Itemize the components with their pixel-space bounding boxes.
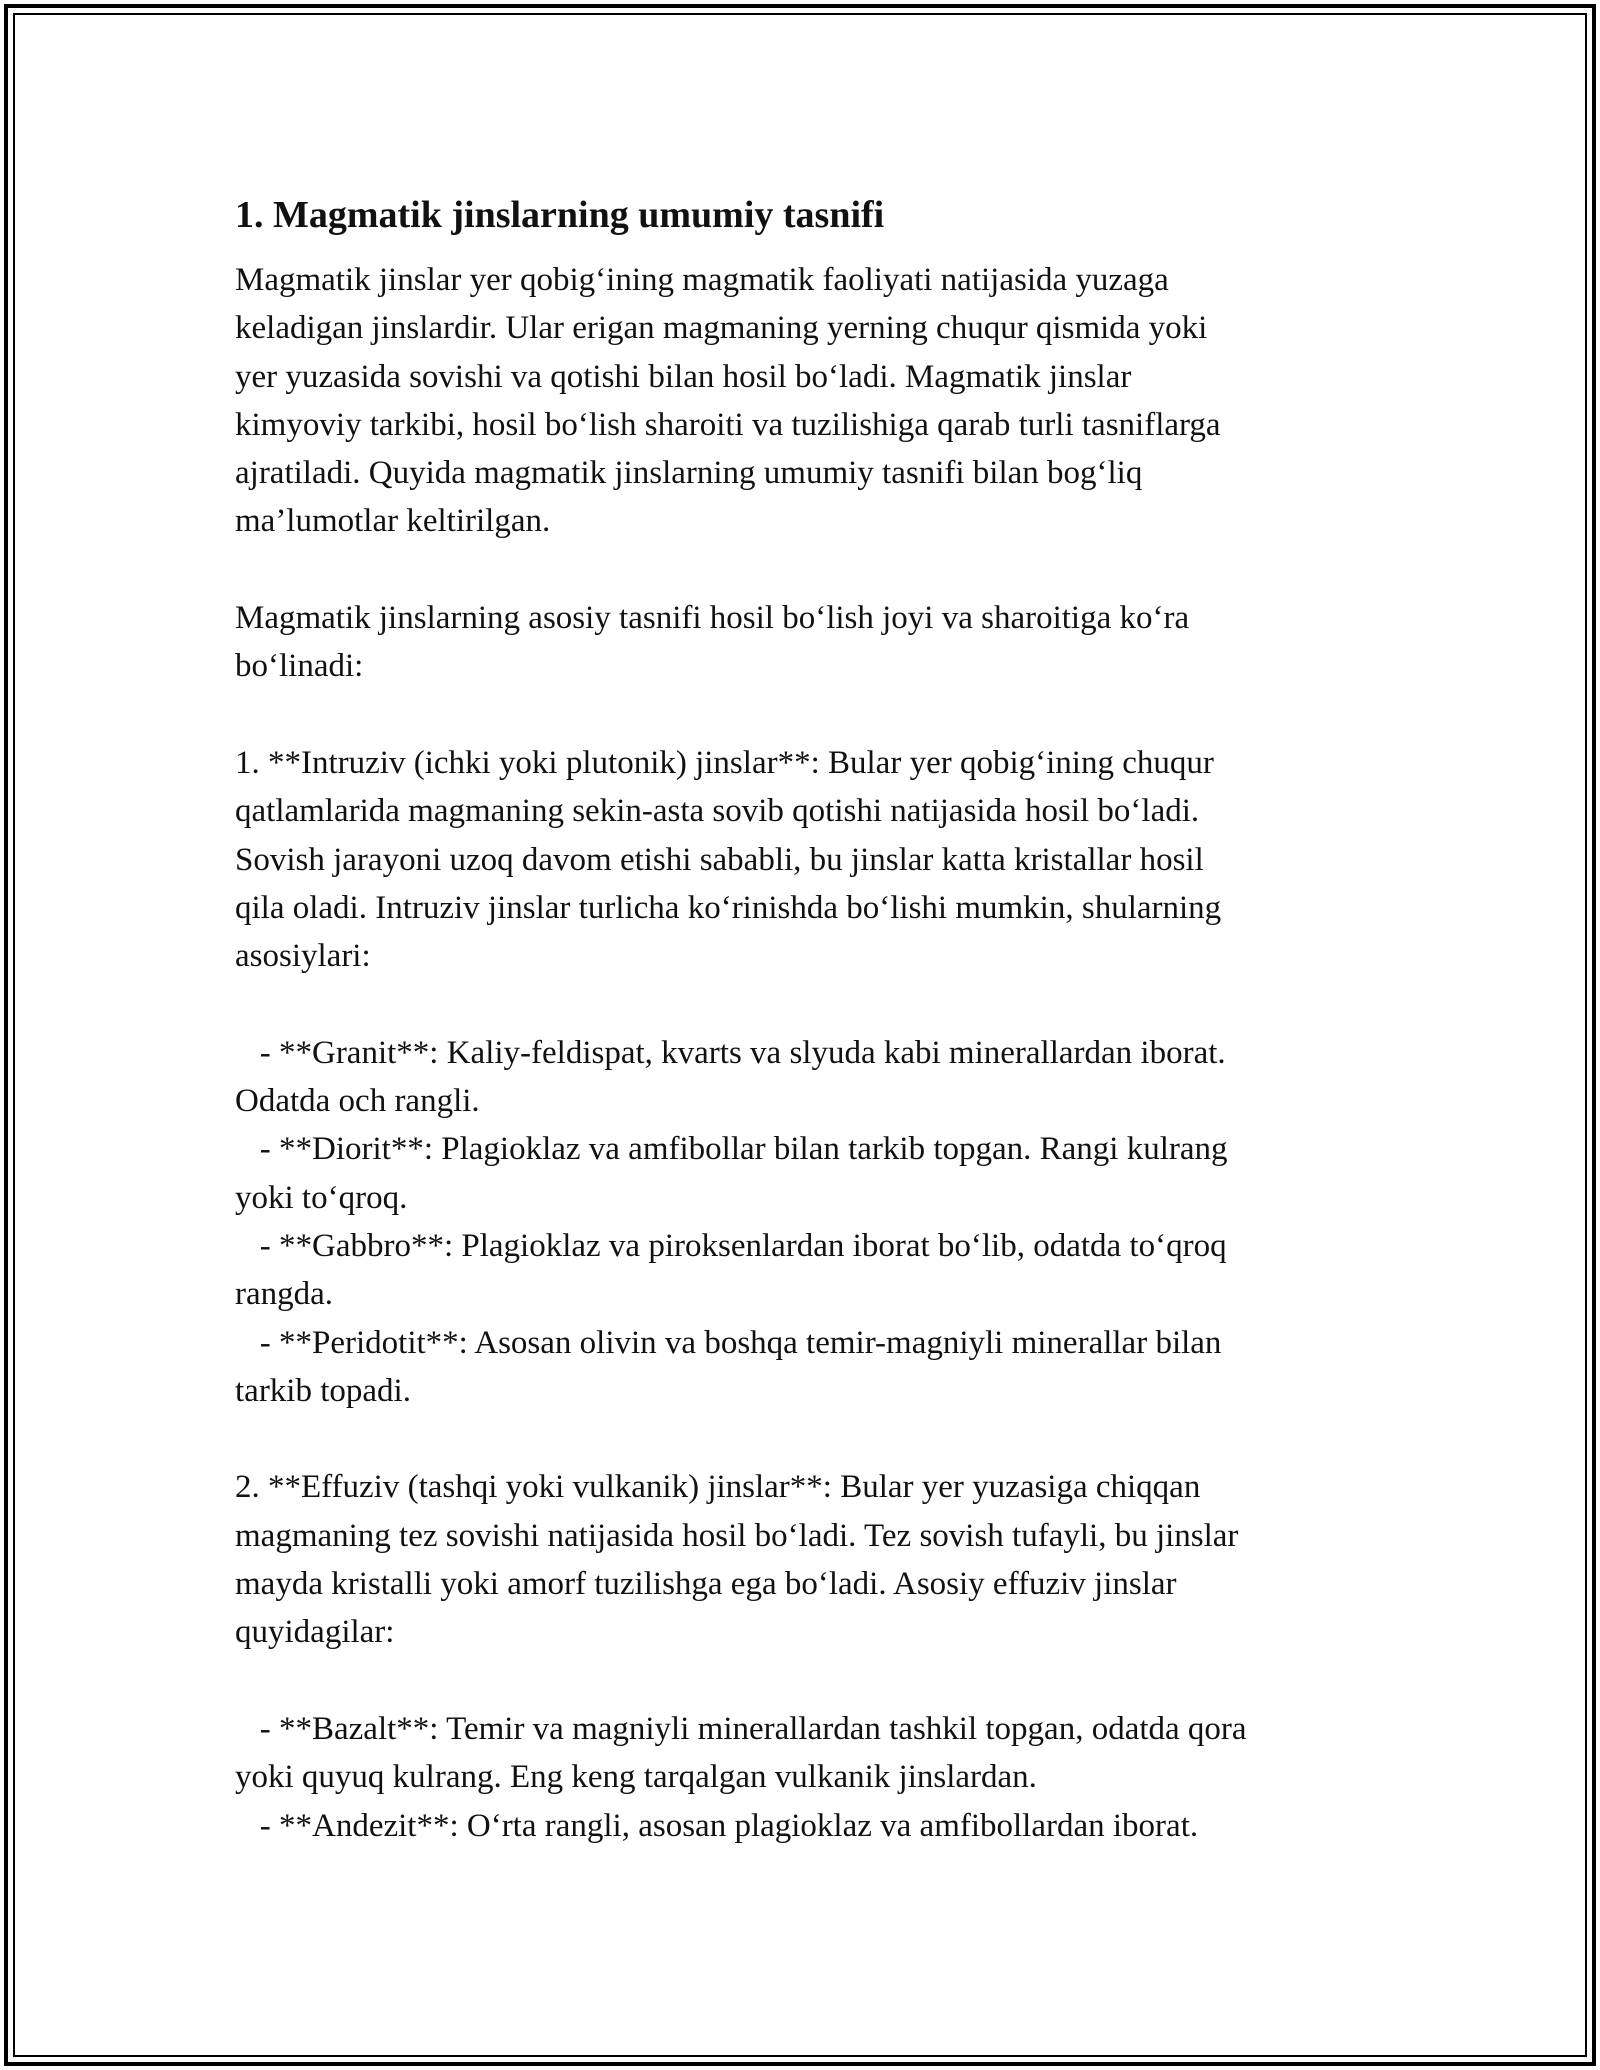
section-heading: 1. Magmatik jinslarning umumiy tasnifi (235, 194, 885, 236)
document-body (235, 186, 1375, 1850)
intrusive-paragraph: 1. **Intruziv (ichki yoki plutonik) jinslar**: Bular yer qobig‘ining chuqur qatlamlarida magmaning sekin-asta sovib qotishi natijasida hosil bo‘ladi. Sovish jarayoni uzoq davom etishi sababli, bu jinslar katta kristallar hosil qila oladi. Intruziv jinslar turlicha ko‘rinishda bo‘lishi mumkin, shularning asosiylari: (235, 744, 1222, 975)
paragraph-gap (235, 546, 1375, 594)
paragraph-gap (235, 980, 1375, 1028)
paragraph-gap (235, 1657, 1375, 1705)
classification-paragraph: Magmatik jinslarning asosiy tasnifi hosil bo‘lish joyi va sharoitiga ko‘ra bo‘linadi: (235, 600, 1190, 685)
intro-paragraph: Magmatik jinslar yer qobig‘ining magmatik faoliyati natijasida yuzaga keladigan jinslardir. Ular erigan magmaning yerning chuqur qismida yoki yer yuzasida sovishi va qotishi bilan hosil bo‘ladi. Magmatik jinslar kimyoviy tarkibi, hosil bo‘lish sharoiti va tuzilishiga qarab turli tasniflarga ajratiladi. Quyida magmatik jinslarning umumiy tasnifi bilan bog‘liq ma’lumotlar keltirilgan. (235, 262, 1221, 540)
paragraph-gap (235, 1415, 1375, 1463)
effusive-paragraph: 2. **Effuziv (tashqi yoki vulkanik) jinslar**: Bular yer yuzasiga chiqqan magmaning tez sovishi natijasida hosil bo‘ladi. Tez sovish tufayli, bu jinslar mayda kristalli yoki amorf tuzilishga ega bo‘ladi. Asosiy effuziv jinslar quyidagilar: (235, 1469, 1239, 1651)
effusive-rock-list: - **Bazalt**: Temir va magniyli minerallardan tashkil topgan, odatda qora yoki quyuq kulrang. Eng keng tarqalgan vulkanik jinslardan. - **Andezit**: O‘rta rangli, asosan plagioklaz va amfibollardan iborat. (235, 1710, 1247, 1844)
paragraph-gap (235, 691, 1375, 739)
intrusive-rock-list: - **Granit**: Kaliy-feldispat, kvarts va slyuda kabi minerallardan iborat. Odatda och rangli. - **Diorit**: Plagioklaz va amfibollar bilan tarkib topgan. Rangi kulrang yoki to‘qroq. - **Gabbro**: Plagioklaz va piroksenlardan iborat bo‘lib, odatda to‘qroq rangda. - **Peridotit**: Asosan olivin va boshqa temir-magniyli minerallar bilan tarkib topadi. (235, 1034, 1228, 1409)
